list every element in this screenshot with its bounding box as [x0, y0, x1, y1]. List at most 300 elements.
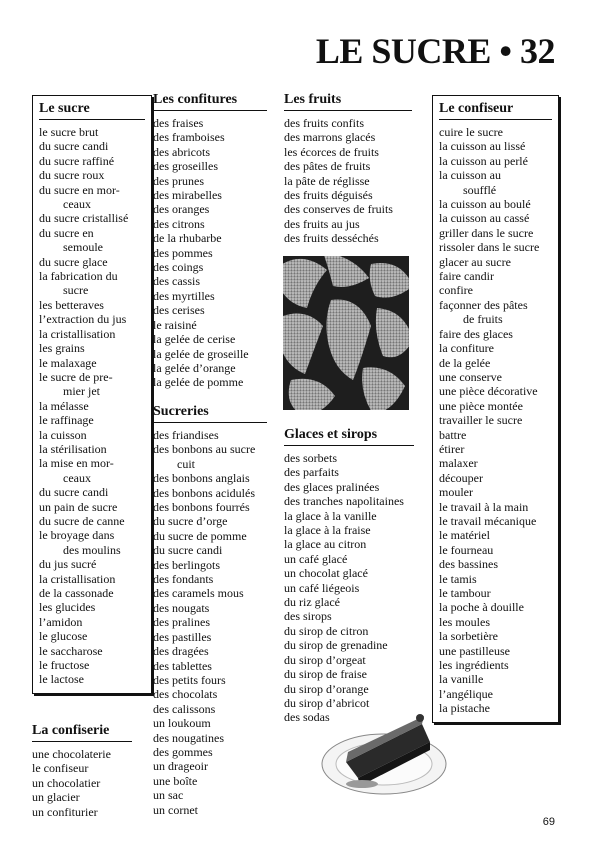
item-text: griller dans le sucre [439, 225, 534, 240]
list-item [153, 702, 267, 716]
list-item [284, 509, 414, 523]
list-item [153, 586, 267, 600]
item-text: les grains [39, 341, 85, 356]
list-item [32, 761, 132, 775]
list-item [439, 327, 552, 341]
list-item [153, 246, 267, 260]
list-item [153, 174, 267, 188]
item-text: des prunes [153, 173, 204, 188]
list-item [39, 211, 145, 225]
list-item [39, 356, 145, 370]
list-item [284, 581, 414, 595]
item-text: le confiseur [32, 761, 89, 776]
item-text: la cuisson au boulé [439, 197, 531, 212]
list-item [439, 658, 552, 672]
section-glaces-et-sirops [284, 426, 414, 725]
item-text: la gelée de pomme [153, 375, 244, 390]
item-text: le raffinage [39, 413, 94, 428]
list-item [284, 188, 412, 202]
item-text: des pommes [153, 245, 213, 260]
list-item [39, 500, 145, 514]
item-text: le saccharose [39, 643, 103, 658]
item-text: le travail à la main [439, 499, 529, 514]
item-text: la glace à la vanille [284, 508, 377, 523]
list-item [153, 318, 267, 332]
item-text: du sirop de grenadine [284, 638, 388, 653]
list-item [39, 442, 145, 456]
item-text: des bonbons fourrés [153, 500, 250, 515]
item-text: le sucre de pre- [39, 369, 113, 384]
list-item [153, 260, 267, 274]
list-item [153, 500, 267, 514]
word-list [439, 125, 552, 716]
item-text: des bassines [439, 557, 498, 572]
list-item [153, 442, 267, 471]
item-text: les betteraves [39, 297, 104, 312]
item-text: le tambour [439, 586, 491, 600]
list-item [153, 759, 267, 773]
list-item [153, 514, 267, 528]
list-item [39, 629, 145, 643]
item-text: une boîte [153, 773, 198, 788]
list-item [39, 168, 145, 182]
list-item [439, 269, 552, 283]
list-item [39, 514, 145, 528]
list-item [39, 298, 145, 312]
item-text: la cuisson [39, 427, 87, 442]
item-text: le malaxage [39, 355, 97, 370]
list-item [39, 154, 145, 168]
list-item [153, 543, 267, 557]
item-text: de la gelée [439, 355, 491, 370]
list-item [284, 566, 414, 580]
item-text: des myrtilles [153, 288, 215, 303]
list-item [439, 370, 552, 384]
section-heading: La confiserie [32, 722, 132, 742]
list-item [39, 428, 145, 442]
list-item [153, 159, 267, 173]
item-text-continued: cuit [177, 456, 195, 471]
item-text: des cerises [153, 303, 205, 318]
item-text: les écorces de fruits [284, 144, 379, 159]
list-item [153, 630, 267, 644]
item-text: des berlingots [153, 557, 220, 572]
list-item [153, 471, 267, 485]
item-text: du sirop d’abricot [284, 695, 370, 710]
section-le-confiseur [432, 95, 559, 723]
item-text: le fourneau [439, 542, 494, 557]
item-text: de la cassonade [39, 586, 114, 600]
item-text: du sirop de fraise [284, 667, 367, 682]
list-item [39, 139, 145, 153]
list-item [153, 217, 267, 231]
item-text: un pain de sucre [39, 499, 118, 514]
list-item [439, 500, 552, 514]
item-text: des chocolats [153, 687, 218, 702]
item-text: des mirabelles [153, 188, 222, 203]
list-item [153, 687, 267, 701]
word-list [284, 451, 414, 725]
list-item [439, 168, 552, 197]
item-text: des sodas [284, 710, 330, 725]
item-text: des petits fours [153, 672, 226, 687]
item-text: une pièce décorative [439, 384, 538, 399]
item-text: des bonbons anglais [153, 471, 250, 486]
item-text: des abricots [153, 144, 210, 159]
list-item [439, 701, 552, 715]
item-text: de la rhubarbe [153, 231, 222, 246]
list-item [153, 130, 267, 144]
item-text: une conserve [439, 369, 502, 384]
page-title: LE SUCRE • 32 [315, 31, 555, 71]
item-text: un confiturier [32, 804, 98, 819]
list-item [39, 125, 145, 139]
section-heading: Les fruits [284, 91, 412, 111]
list-item [439, 399, 552, 413]
item-text-continued: de fruits [463, 312, 503, 327]
item-text: du sucre candi [153, 543, 223, 558]
item-text: du sucre raffiné [39, 153, 115, 168]
word-list [153, 116, 267, 390]
item-text: la glace à la fraise [284, 523, 371, 538]
list-item [284, 130, 412, 144]
item-text: la pâte de réglisse [284, 173, 370, 188]
item-text-continued: sucre [63, 283, 89, 298]
list-item [439, 600, 552, 614]
list-item [39, 600, 145, 614]
item-text: la glace au citron [284, 537, 367, 552]
item-text: faire candir [439, 269, 494, 284]
list-item [39, 312, 145, 326]
list-item [153, 788, 267, 802]
item-text: des conserves de fruits [284, 202, 393, 217]
item-text: des sirops [284, 609, 332, 624]
list-item [32, 805, 132, 819]
item-text: une pièce montée [439, 398, 523, 413]
item-text: un glacier [32, 790, 80, 805]
item-text: des gommes [153, 744, 213, 759]
section-heading: Les confitures [153, 91, 267, 111]
list-item [39, 572, 145, 586]
item-text: la cristallisation [39, 571, 116, 586]
item-text: du sucre glace [39, 254, 108, 269]
item-text: des bonbons acidulés [153, 485, 255, 500]
list-item [284, 217, 412, 231]
item-text: du sucre d’orge [153, 514, 228, 529]
list-item [153, 428, 267, 442]
item-text: la cuisson au cassé [439, 211, 530, 226]
section-les-confitures [153, 91, 267, 390]
item-text: un café glacé [284, 551, 348, 566]
item-text: la sorbetière [439, 629, 498, 644]
list-item [153, 716, 267, 730]
item-text-continued: ceaux [63, 470, 91, 485]
list-item [284, 480, 414, 494]
list-item [153, 486, 267, 500]
word-list [39, 125, 145, 687]
item-text: une chocolaterie [32, 747, 111, 761]
item-text: des pâtes de fruits [284, 159, 371, 174]
item-text: du sucre roux [39, 168, 105, 183]
item-text: la mise en mor- [39, 456, 114, 471]
item-text: du sucre de canne [39, 513, 125, 528]
item-text: des coings [153, 260, 204, 275]
list-item [153, 188, 267, 202]
list-item [284, 682, 414, 696]
item-text: des glaces pralinées [284, 479, 380, 494]
item-text: une pastilleuse [439, 643, 510, 658]
item-text: la poche à douille [439, 600, 524, 615]
list-item [153, 274, 267, 288]
item-text: la gelée de groseille [153, 346, 249, 361]
item-text: des cassis [153, 274, 200, 289]
item-text: des bonbons au sucre [153, 442, 256, 457]
item-text: l’angélique [439, 686, 493, 701]
list-item [39, 485, 145, 499]
list-item [439, 125, 552, 139]
item-text-continued: mier jet [63, 384, 100, 399]
list-item [439, 485, 552, 499]
item-text: rissoler dans le sucre [439, 240, 540, 255]
item-text: des fruits desséchés [284, 231, 379, 246]
item-text: des dragées [153, 644, 209, 659]
item-text: le glucose [39, 629, 88, 644]
item-text: étirer [439, 441, 465, 456]
list-item [39, 327, 145, 341]
list-item [153, 289, 267, 303]
item-text: glacer au sucre [439, 254, 511, 269]
item-text: la gelée de cerise [153, 332, 236, 347]
item-text: du sucre en mor- [39, 182, 120, 197]
item-text: l’extraction du jus [39, 312, 127, 327]
list-item [284, 653, 414, 667]
fruit-jellies-photo [283, 256, 409, 410]
list-item [284, 624, 414, 638]
list-item [439, 514, 552, 528]
list-item [153, 116, 267, 130]
list-item [153, 558, 267, 572]
list-item [153, 803, 267, 817]
item-text: le matériel [439, 528, 490, 543]
item-text: des calissons [153, 701, 216, 716]
item-text: des fruits au jus [284, 216, 360, 231]
section-la-confiserie [32, 722, 132, 819]
list-item [153, 231, 267, 245]
item-text: des fraises [153, 116, 204, 130]
item-text-continued: des moulins [63, 542, 121, 557]
item-text: du sucre candi [39, 139, 109, 154]
list-item [439, 672, 552, 686]
list-item [39, 413, 145, 427]
list-item [284, 116, 412, 130]
list-item [439, 629, 552, 643]
list-item [153, 303, 267, 317]
list-item [153, 615, 267, 629]
list-item [153, 572, 267, 586]
list-item [439, 644, 552, 658]
list-item [39, 226, 145, 255]
list-item [284, 667, 414, 681]
word-list [32, 747, 132, 819]
list-item [153, 145, 267, 159]
word-list [284, 116, 412, 246]
list-item [153, 202, 267, 216]
item-text: des tranches napolitaines [284, 494, 404, 509]
item-text: des marrons glacés [284, 130, 376, 145]
list-item [284, 451, 414, 465]
item-text: un sac [153, 788, 184, 803]
item-text: des citrons [153, 216, 205, 231]
list-item [39, 341, 145, 355]
item-text: du riz glacé [284, 595, 340, 610]
item-text-continued: ceaux [63, 197, 91, 212]
list-item [153, 332, 267, 346]
list-item [39, 255, 145, 269]
list-item [39, 399, 145, 413]
item-text: des fruits déguisés [284, 188, 373, 203]
list-item [153, 745, 267, 759]
item-text: la pistache [439, 701, 490, 716]
item-text: du sucre en [39, 225, 94, 240]
list-item [39, 615, 145, 629]
list-item [284, 609, 414, 623]
item-text: la cristallisation [39, 326, 116, 341]
item-text: travailler le sucre [439, 413, 523, 428]
list-item [153, 529, 267, 543]
item-text: du sucre cristallisé [39, 211, 129, 226]
list-item [32, 790, 132, 804]
list-item [284, 231, 412, 245]
list-item [153, 731, 267, 745]
list-item [153, 659, 267, 673]
item-text: des nougats [153, 600, 210, 615]
list-item [439, 211, 552, 225]
list-item [284, 465, 414, 479]
list-item [284, 145, 412, 159]
item-text: la cuisson au perlé [439, 153, 528, 168]
list-item [439, 240, 552, 254]
item-text: des sorbets [284, 451, 337, 465]
item-text: du sirop d’orange [284, 681, 369, 696]
list-item [439, 687, 552, 701]
list-item [153, 774, 267, 788]
item-text: des pralines [153, 615, 210, 630]
list-item [439, 528, 552, 542]
item-text: la gelée d’orange [153, 360, 236, 375]
item-text: le travail mécanique [439, 513, 537, 528]
list-item [39, 672, 145, 686]
section-heading: Glaces et sirops [284, 426, 414, 446]
section-heading: Sucreries [153, 403, 267, 423]
item-text: un chocolatier [32, 775, 101, 790]
page-number: 69 [542, 816, 555, 828]
item-text: du sucre candi [39, 485, 109, 500]
item-text: le lactose [39, 672, 84, 687]
item-text: des framboises [153, 130, 225, 145]
list-item [284, 494, 414, 508]
list-item [39, 456, 145, 485]
list-item [153, 673, 267, 687]
list-item [153, 375, 267, 389]
item-text: des oranges [153, 202, 210, 217]
item-text: cuire le sucre [439, 125, 503, 139]
list-item [439, 543, 552, 557]
list-item [32, 747, 132, 761]
item-text: le tamis [439, 571, 477, 586]
item-text: des nougatines [153, 730, 224, 745]
list-item [439, 615, 552, 629]
list-item [39, 183, 145, 212]
list-item [439, 255, 552, 269]
item-text: des fruits confits [284, 116, 364, 130]
item-text: un chocolat glacé [284, 566, 368, 581]
list-item [439, 226, 552, 240]
section-heading: Le confiseur [439, 100, 552, 120]
item-text: des tablettes [153, 658, 212, 673]
item-text: le sucre brut [39, 125, 99, 139]
list-item [39, 528, 145, 557]
list-item [439, 283, 552, 297]
list-item [284, 537, 414, 551]
list-item [439, 456, 552, 470]
list-item [439, 341, 552, 355]
item-text: des fondants [153, 572, 214, 587]
list-item [439, 139, 552, 153]
list-item [284, 159, 412, 173]
item-text: confire [439, 283, 473, 298]
item-text: mouler [439, 485, 473, 500]
list-item [439, 356, 552, 370]
list-item [284, 202, 412, 216]
item-text: le raisiné [153, 317, 197, 332]
list-item [284, 638, 414, 652]
item-text: la fabrication du [39, 269, 118, 284]
item-text: des parfaits [284, 465, 339, 480]
item-text: du sucre de pomme [153, 528, 247, 543]
list-item [284, 523, 414, 537]
list-item [284, 552, 414, 566]
word-list [153, 428, 267, 817]
item-text: des groseilles [153, 159, 218, 174]
section-sucreries [153, 403, 267, 817]
item-text: des pastilles [153, 629, 212, 644]
item-text: le broyage dans [39, 528, 115, 543]
list-item [439, 298, 552, 327]
item-text: découper [439, 470, 483, 485]
list-item [439, 197, 552, 211]
item-text: façonner des pâtes [439, 297, 528, 312]
item-text: battre [439, 427, 467, 442]
list-item [39, 557, 145, 571]
list-item [439, 428, 552, 442]
list-item [439, 413, 552, 427]
item-text-continued: soufflé [463, 182, 497, 197]
item-text: le fructose [39, 658, 90, 673]
list-item [439, 471, 552, 485]
list-item [439, 572, 552, 586]
item-text: du jus sucré [39, 557, 97, 572]
item-text: du sirop de citron [284, 623, 369, 638]
item-text: les moules [439, 614, 490, 629]
list-item [39, 586, 145, 600]
list-item [439, 557, 552, 571]
list-item [284, 174, 412, 188]
section-heading: Le sucre [39, 100, 145, 120]
item-text: les ingrédients [439, 658, 509, 673]
item-text: la cuisson au lissé [439, 139, 526, 154]
chocolate-cake-photo [318, 706, 450, 798]
item-text: un drageoir [153, 759, 208, 774]
